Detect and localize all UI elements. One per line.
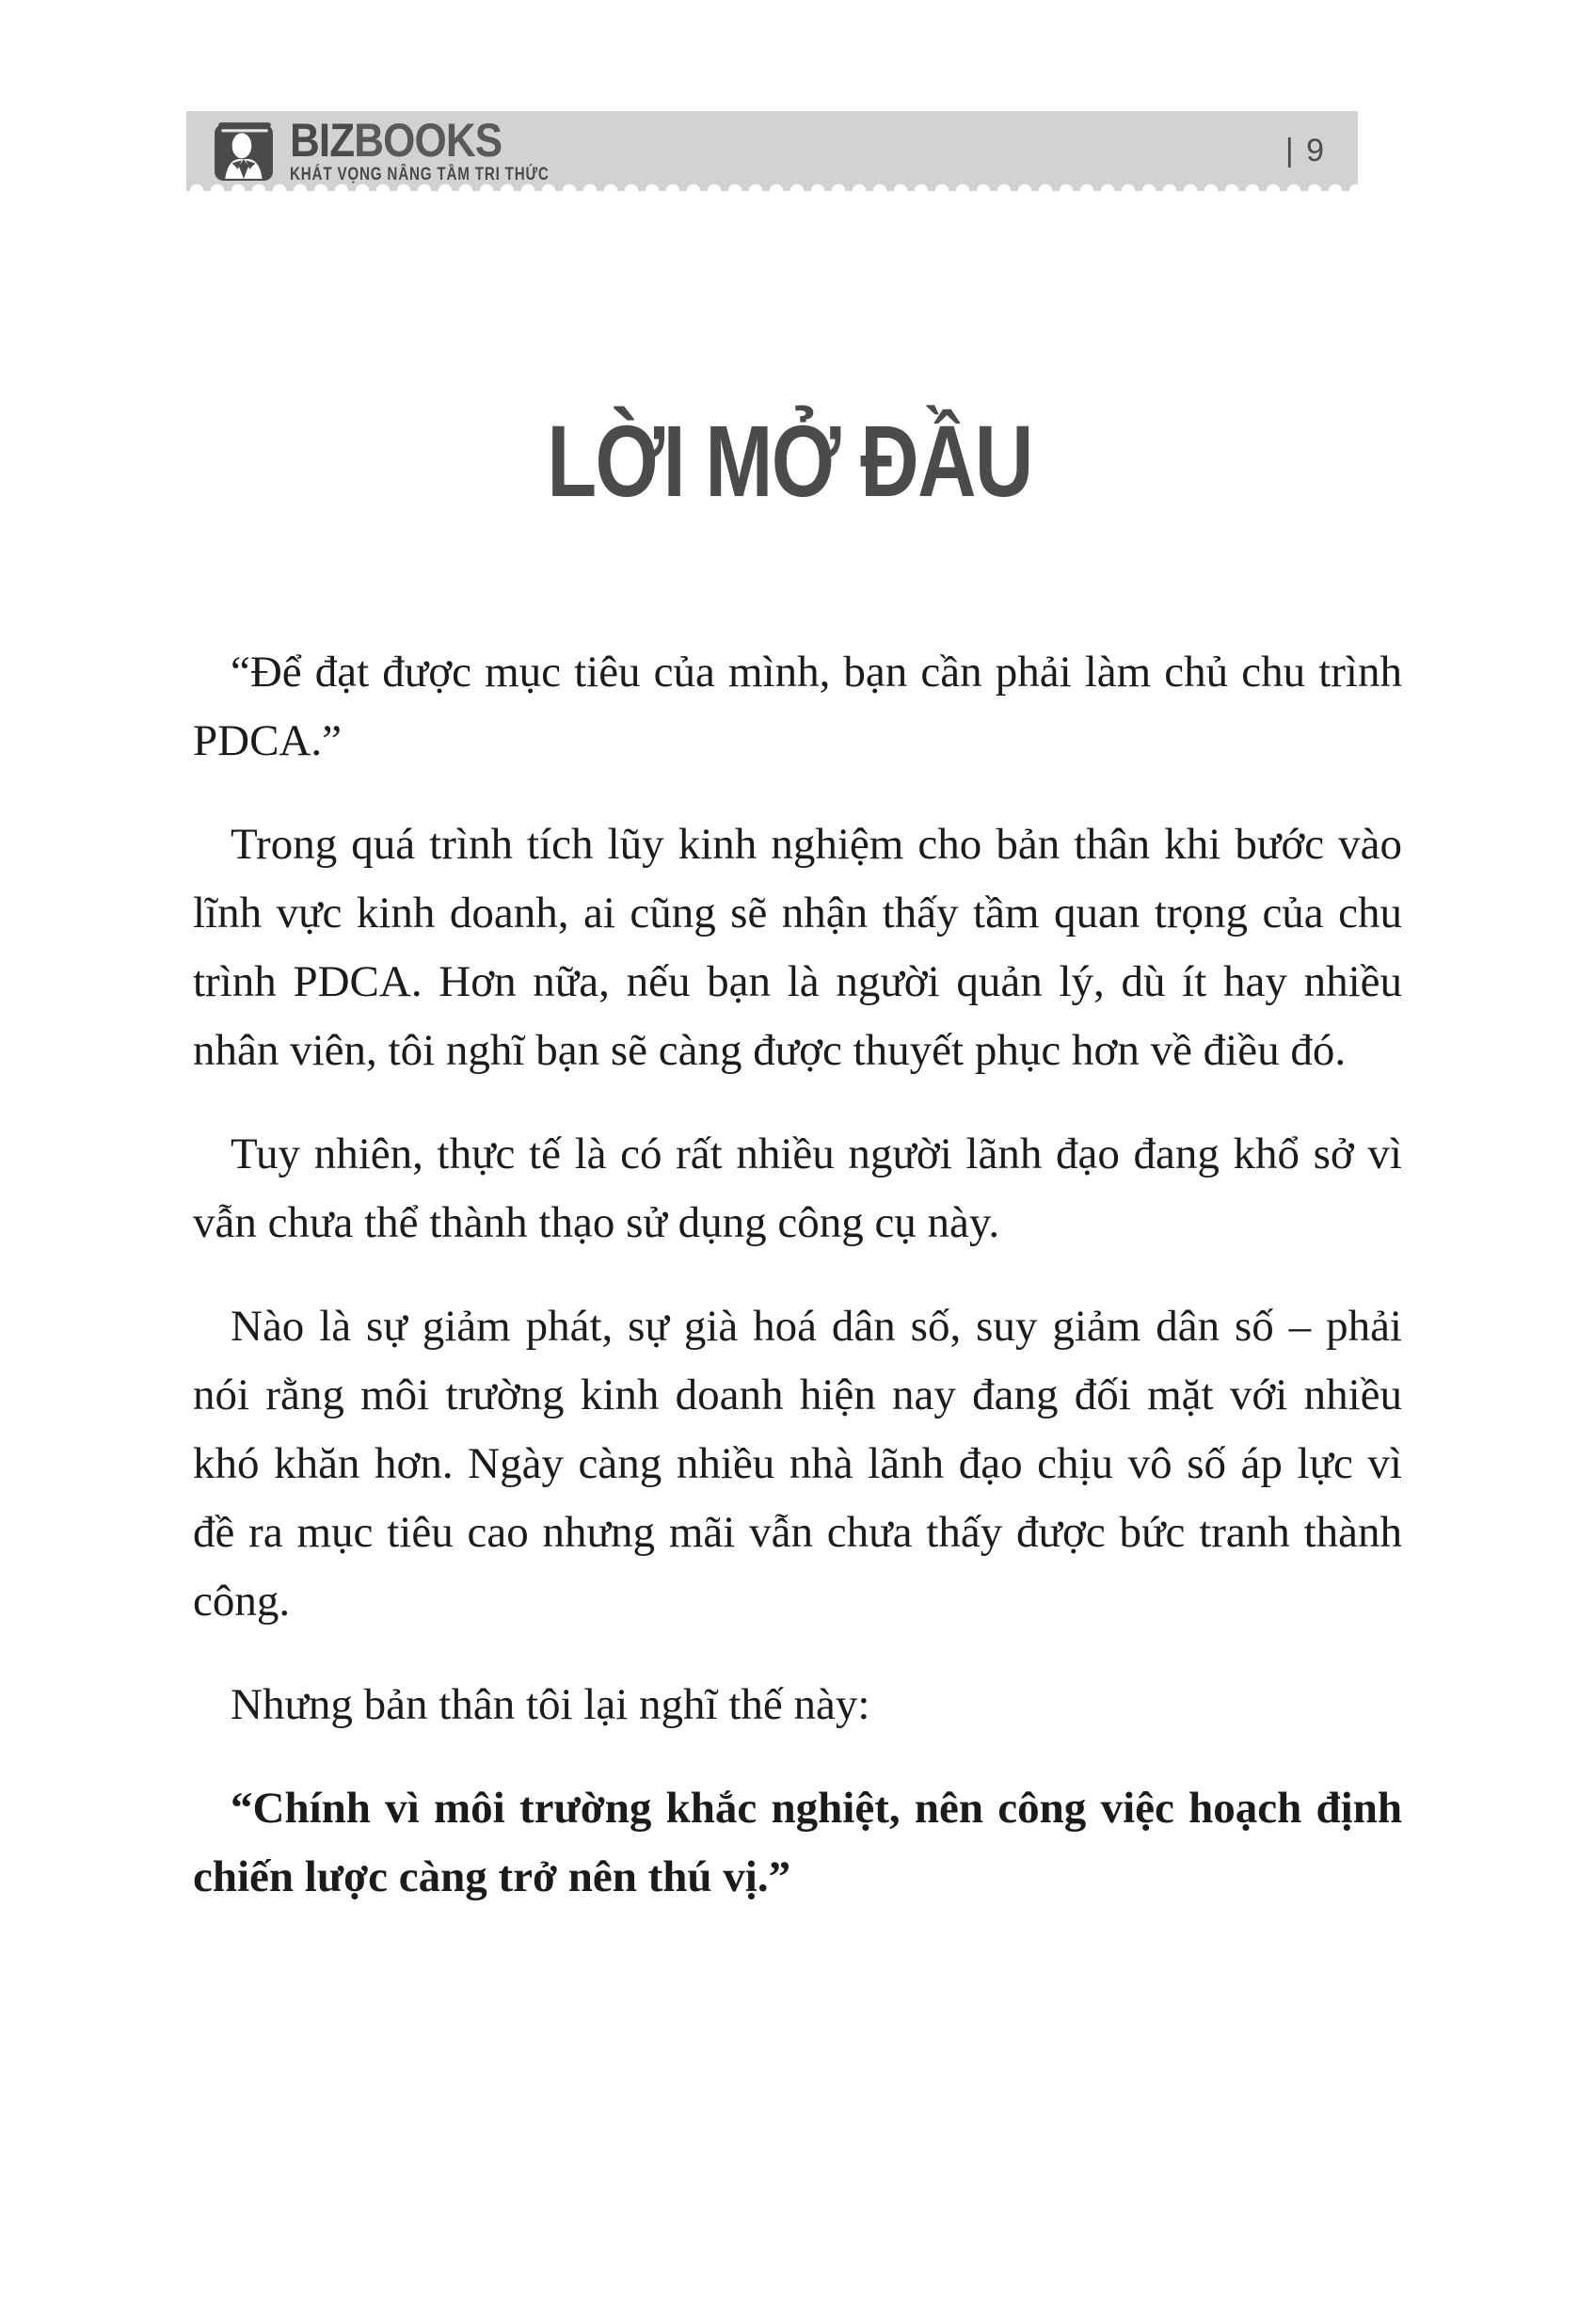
page-header [186,111,1358,191]
brand-name [290,113,575,167]
paragraph: Nhưng bản thân tôi lại nghĩ thế này: [231,1680,870,1729]
paragraph: Tuy nhiên, thực tế là có rất nhiều người lãnh đạo đang khổ sở vì vẫn chưa thể thành thạo sử dụng công cụ này. [193,1130,1402,1247]
logo-text [290,113,614,185]
brand-books: BOOKS [354,113,502,167]
bizbooks-logo [213,113,614,185]
brand-tagline: KHÁT VỌNG NÂNG TẦM TRI THỨC [290,164,550,184]
paragraph-quote-opening: “Để đạt được mục tiêu của mình, bạn cần phải làm chủ chu trình PDCA.” [193,648,1402,765]
body-text [193,638,1402,1947]
paragraph-quote-bold: “Chính vì môi trường khắc nghiệt, nên công việc hoạch định chiến lược càng trở nên thú vị.” [193,1784,1402,1901]
paragraph: Nào là sự giảm phát, sự già hoá dân số, suy giảm dân số – phải nói rằng môi trường kinh doanh hiện nay đang đối mặt với nhiều khó khăn hơn. Ngày càng nhiều nhà lãnh đạo chịu vô số áp lực vì đề ra mục tiêu cao nhưng mãi vẫn chưa thấy được bức tranh thành công. [193,1302,1402,1626]
paragraph: Trong quá trình tích lũy kinh nghiệm cho bản thân khi bước vào lĩnh vực kinh doanh, ai cũng sẽ nhận thấy tầm quan trọng của chu trình PDCA. Hơn nữa, nếu bạn là người quản lý, dù ít hay nhiều nhân viên, tôi nghĩ bạn sẽ càng được thuyết phục hơn về điều đó. [193,820,1402,1075]
chapter-title: LỜI MỞ ĐẦU [547,404,1032,518]
page-number: | 9 [1284,133,1326,168]
bizbooks-logo-icon [213,120,275,183]
brand-biz: BIZ [290,113,355,167]
